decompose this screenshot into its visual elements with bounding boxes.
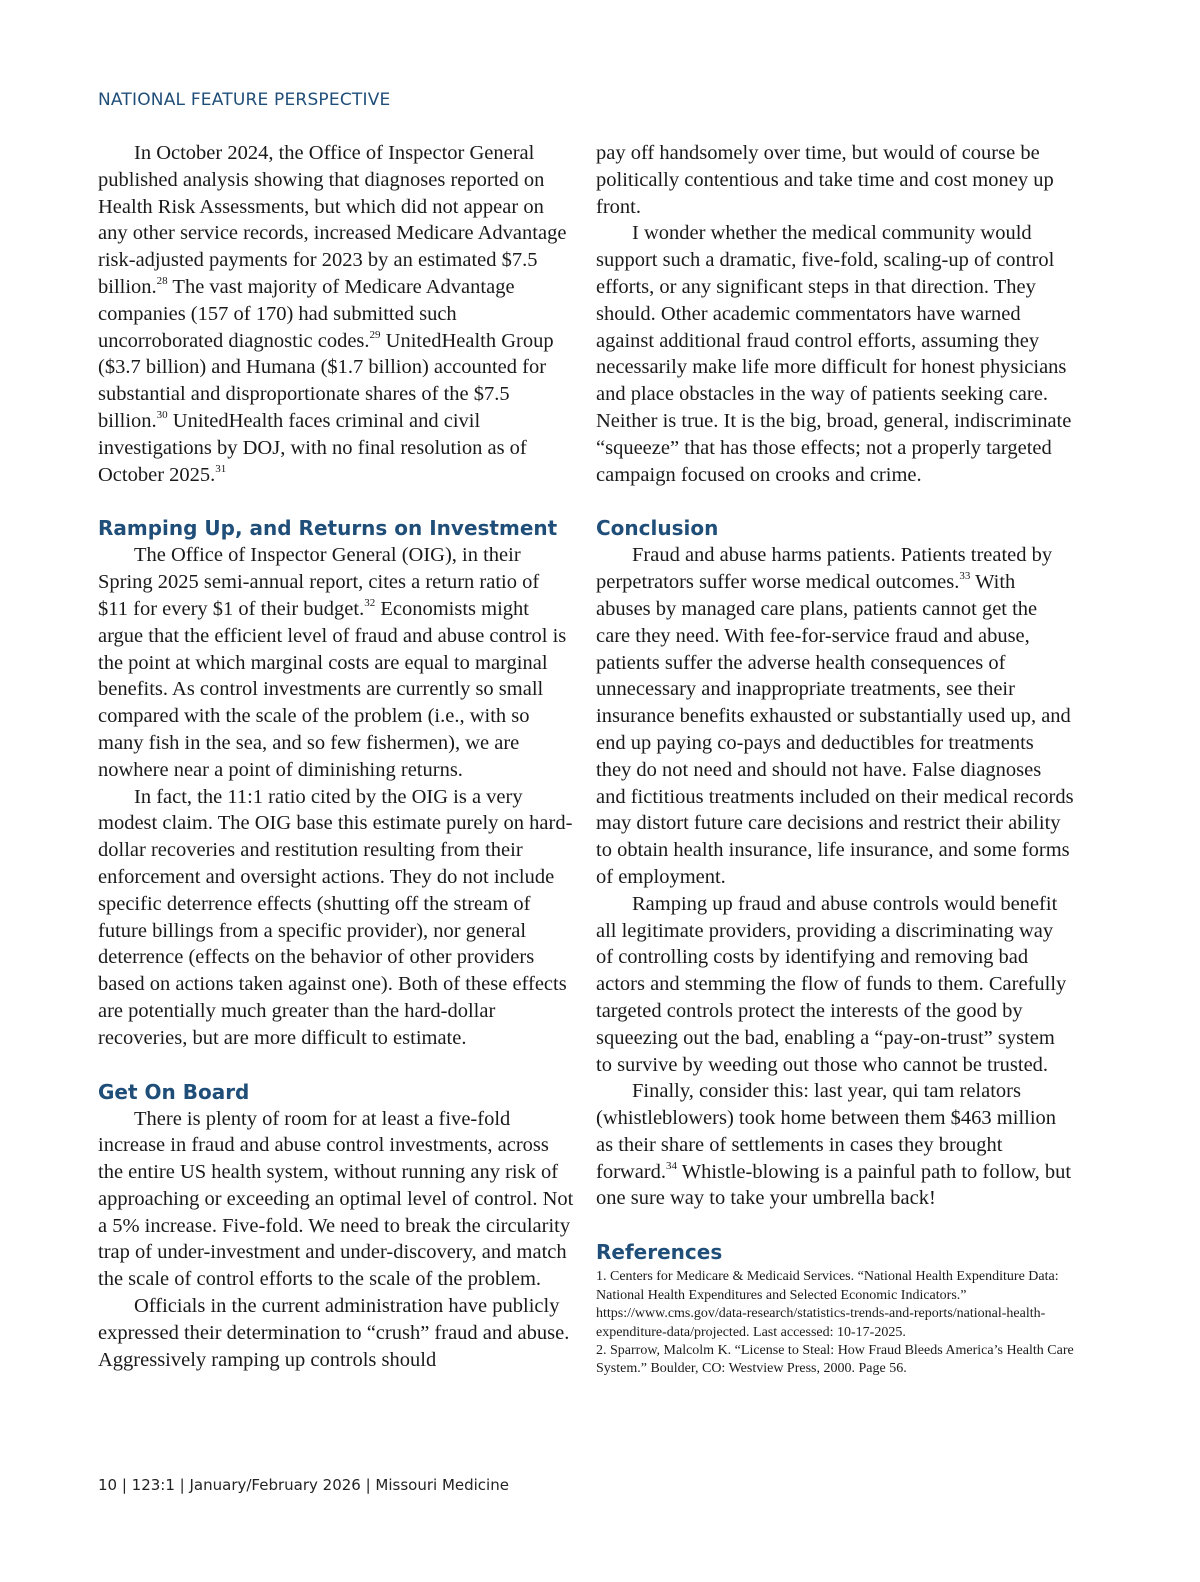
reference-item: 2. Sparrow, Malcolm K. “License to Steal: How Fraud Bleeds America’s Health Care System.” Boulder, CO: Westview Press, 2000. Page 56.: [596, 1342, 1074, 1377]
heading-conclusion: Conclusion: [596, 516, 719, 541]
paragraph: The Office of Inspector General (OIG), in their Spring 2025 semi-annual report, cites a return ratio of $11 for every $1 of their budget.$^{32}$ Economists might argue that the efficient level of fraud and abuse control is the point at which marginal costs are equal to marginal benefits. As control investments are currently so small compared with the scale of the problem (i.e., with so many fish in the sea, and so few fishermen), we are nowhere near a point of diminishing returns.: [98, 544, 567, 781]
page-footer: 10 | 123:1 | January/February 2026 | Missouri Medicine: [98, 1476, 509, 1494]
footnote-ref: 28: [156, 275, 168, 288]
heading-ramping-up: Ramping Up, and Returns on Investment: [98, 516, 558, 541]
footnote-ref: 31: [215, 462, 227, 475]
paragraph: Finally, consider this: last year, qui tam relators (whistleblowers) took home between them $463 million as their share of settlements in cases they brought forward.$^{34}$ Whistle-blowing is a painful path to follow, but one sure way to take your umbrella back!: [596, 1080, 1072, 1210]
footnote-ref: 32: [364, 597, 376, 610]
reference-item: 1. Centers for Medicare & Medicaid Services. “National Health Expenditure Data: National Health Expenditures and Selected Economic Indicators.” https://www.cms.gov/data-research/statistics-trends-and-reports/national-health-expenditure-data/projected. Last accessed: 10-17-2025.: [596, 1269, 1059, 1340]
heading-get-on-board: Get On Board: [98, 1079, 250, 1104]
references-list: [596, 1268, 1074, 1378]
section-header: NATIONAL FEATURE PERSPECTIVE: [98, 90, 391, 110]
paragraph: I wonder whether the medical community would support such a dramatic, five-fold, scaling-up of control efforts, or any significant steps in that direction. They should. Other academic commentators have warned against additional fraud control efforts, assuming they necessarily make life more difficult for honest physicians and place obstacles in the way of patients seeking care. Neither is true. It is the big, broad, general, indiscriminate “squeeze” that has those effects; not a properly targeted campaign focused on crooks and crime.: [596, 222, 1072, 486]
paragraph: In fact, the 11:1 ratio cited by the OIG is a very modest claim. The OIG base this estimate purely on hard-dollar recoveries and restitution resulting from their enforcement and oversight actions. They do not include specific deterrence effects (shutting off the stream of future billings from a specific provider), nor general deterrence (effects on the behavior of other providers based on actions taken against one). Both of these effects are potentially much greater than the hard-dollar recoveries, but are more difficult to estimate.: [98, 785, 573, 1049]
paragraph: Ramping up fraud and abuse controls would benefit all legitimate providers, providing a discriminating way of controlling costs by identifying and removing bad actors and stemming the flow of funds to them. Carefully targeted controls protect the interests of the good by squeezing out the bad, enabling a “pay-on-trust” system to survive by weeding out those who cannot be trusted.: [596, 892, 1067, 1076]
paragraph: Officials in the current administration have publicly expressed their determination to “crush” fraud and abuse. Aggressively ramping up controls should: [98, 1295, 570, 1371]
footnote-ref: 29: [369, 328, 381, 341]
footnote-ref: 33: [959, 570, 971, 583]
left-column: [98, 140, 574, 1373]
heading-references: References: [596, 1240, 723, 1265]
right-column: [596, 140, 1074, 1379]
paragraph: pay off handsomely over time, but would of course be politically contentious and take time and cost money up front.: [596, 142, 1054, 218]
footnote-ref: 34: [666, 1159, 678, 1172]
footnote-ref: 30: [156, 409, 168, 422]
paragraph: Fraud and abuse harms patients. Patients treated by perpetrators suffer worse medical outcomes.$^{33}$ With abuses by managed care plans, patients cannot get the care they need. With fee-for-service fraud and abuse, patients suffer the adverse health consequences of unnecessary and inappropriate treatments, see their insurance benefits exhausted or substantially used up, and end up paying co-pays and deductibles for treatments they do not need and should not have. False diagnoses and fictitious treatments included on their medical records may distort future care decisions and restrict their ability to obtain health insurance, life insurance, and some forms of employment.: [596, 544, 1074, 888]
paragraph: There is plenty of room for at least a five-fold increase in fraud and abuse control investments, across the entire US health system, without running any risk of approaching or exceeding an optimal level of control. Not a 5% increase. Five-fold. We need to break the circularity trap of under-investment and under-discovery, and match the scale of control efforts to the scale of the problem.: [98, 1107, 574, 1291]
paragraph: In October 2024, the Office of Inspector General published analysis showing that diagnoses reported on Health Risk Assessments, but which did not appear on any other service records, increased Medicare Advantage risk-adjusted payments for 2023 by an estimated $7.5 billion.$^{28}$ The vast majority of Medicare Advantage companies (157 of 170) had submitted such uncorroborated diagnostic codes.$^{29}$ UnitedHealth Group ($3.7 billion) and Humana ($1.7 billion) accounted for substantial and disproportionate shares of the $7.5 billion.$^{30}$ UnitedHealth faces criminal and civil investigations by DOJ, with no final resolution as of October 2025.31: [98, 142, 567, 486]
